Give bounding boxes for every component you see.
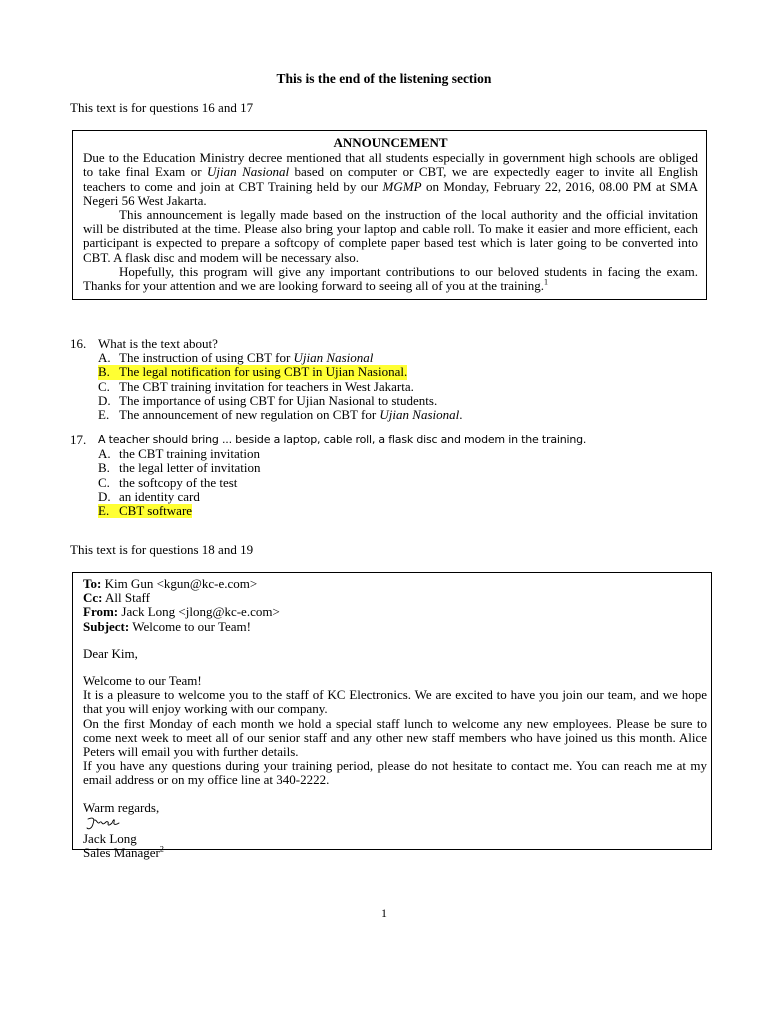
email-line-3: On the first Monday of each month we hold a special staff lunch to welcome any new employees. Please be sure to come next week to meet all of our senior staff and any other new staff members who have joined us this month. Alice Peters will email you with further details. — [83, 715, 707, 760]
email-closing: Warm regards, — [83, 799, 160, 815]
email-sender-position: Sales Manager$^2$ — [83, 844, 164, 861]
question-number: 17. — [70, 432, 87, 447]
option-b[interactable]: B. the legal letter of invitation — [98, 460, 261, 476]
option-e[interactable]: E. CBT software — [98, 503, 193, 519]
question-16 — [70, 337, 710, 422]
options-list — [98, 351, 710, 422]
option-a[interactable]: A. The instruction of using CBT for Ujian Nasional — [98, 350, 374, 366]
email-line-4: If you have any questions during your training period, please do not hesitate to contact me. You can reach me at my email address or on my office line at 340-2222. — [83, 758, 707, 788]
email-subject: Subject: Welcome to our Team! — [83, 618, 251, 634]
options-list — [98, 447, 710, 518]
email-cc: Cc: All Staff — [83, 590, 150, 606]
announcement-paragraph-2: This announcement is legally made based on the instruction of the local authority and the official invitation will be distributed at the time. Please also bring your laptop and cable roll. To make it easier and more efficient, each participant is expected to prepare a softcopy of complete paper based test which is later going to be converted into CBT. A flask disc and modem will be necessary also. — [83, 207, 698, 265]
announcement-title: ANNOUNCEMENT — [333, 135, 448, 150]
option-d[interactable]: D. an identity card — [98, 488, 200, 504]
announcement-paragraph-1: Due to the Education Ministry decree mentioned that all students especially in government high schools are obliged to take final Exam or Ujian Nasional based on computer or CBT, we are expectedly eager to invite all English teachers to come and join at CBT Training held by our MGMP on Monday, February 22, 2016, 08.00 PM at SMA Negeri 56 West Jakarta. — [83, 150, 698, 208]
option-c[interactable]: C. The CBT training invitation for teachers in West Jakarta. — [98, 378, 414, 394]
option-d[interactable]: D. The importance of using CBT for Ujian Nasional to students. — [98, 392, 438, 408]
question-text: A teacher should bring ... beside a laptop, cable roll, a flask disc and modem in the training. — [98, 433, 587, 446]
email-from: From: Jack Long <jlong@kc-e.com> — [83, 604, 280, 620]
email-to: To: Kim Gun <kgun@kc-e.com> — [83, 576, 258, 591]
email-greeting: Dear Kim, — [83, 645, 138, 661]
question-number: 16. — [70, 336, 87, 351]
email-line-2: It is a pleasure to welcome you to the staff of KC Electronics. We are excited to have you join our team, and we hope that you will enjoy working with our company. — [83, 687, 707, 717]
option-c[interactable]: C. the softcopy of the test — [98, 474, 238, 490]
text-intro-16-17: This text is for questions 16 and 17 — [70, 100, 254, 115]
announcement-box — [72, 130, 707, 300]
option-a[interactable]: A. the CBT training invitation — [98, 446, 260, 462]
question-17 — [70, 433, 710, 518]
footnote-marker: 2 — [159, 844, 164, 854]
email-box — [72, 572, 712, 861]
question-text: What is the text about? — [98, 336, 218, 351]
page-number: 1 — [381, 906, 387, 920]
option-b[interactable]: B. The legal notification for using CBT in Ujian Nasional. — [98, 364, 408, 380]
announcement-paragraph-3: Hopefully, this program will give any important contributions to our beloved students in facing the exam. Thanks for your attention and we are looking forward to seeing all of you at the training.$^1$ — [83, 263, 698, 294]
text-intro-18-19: This text is for questions 18 and 19 — [70, 542, 254, 557]
footnote-marker: 1 — [544, 277, 549, 287]
email-sender-name: Jack Long — [83, 830, 137, 846]
section-end-heading: This is the end of the listening section — [276, 71, 492, 86]
option-e[interactable]: E. The announcement of new regulation on CBT for Ujian Nasional. — [98, 407, 463, 423]
email-line-1: Welcome to our Team! — [83, 673, 202, 689]
